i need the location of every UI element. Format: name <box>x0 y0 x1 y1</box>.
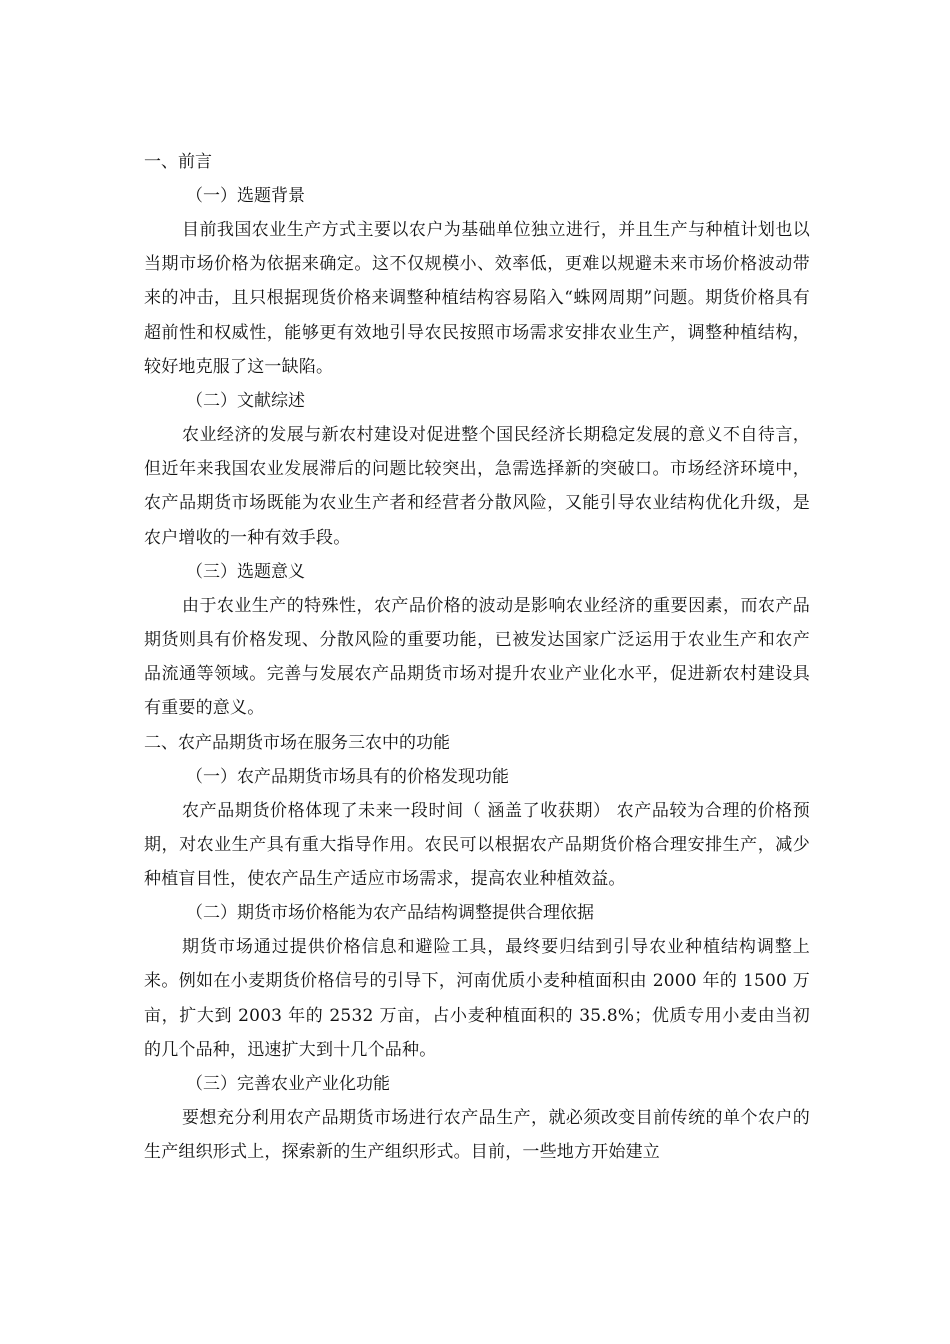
document-body <box>144 145 810 1169</box>
section-heading-preface: 一、前言 <box>144 152 212 172</box>
paragraph-price-discovery: 农产品期货价格体现了未来一段时间（ 涵盖了收获期） 农产品较为合理的价格预期，对农业生产具有重大指导作用。农民可以根据农产品期货价格合理安排生产，减少种植盲目性，使农产品生产适应市场需求，提高农业种植效益。 <box>144 800 810 890</box>
subsection-heading-significance: （三）选题意义 <box>186 561 305 582</box>
section-heading-functions: 二、农产品期货市场在服务三农中的功能 <box>144 732 450 753</box>
paragraph-structure-adjustment: 期货市场通过提供价格信息和避险工具，最终要归结到引导农业种植结构调整上来。例如在小麦期货价格信号的引导下，河南优质小麦种植面积由 2000 年的 1500 万亩，扩大到 2003 年的 2532 万亩，占小麦种植面积的 35.8%；优质专用小麦由当初的几个品种，迅速扩大到十几个品种。 <box>144 937 810 1060</box>
subsection-heading-background: （一）选题背景 <box>186 186 305 206</box>
subsection-heading-price-discovery: （一）农产品期货市场具有的价格发现功能 <box>186 766 509 787</box>
paragraph-background: 目前我国农业生产方式主要以农户为基础单位独立进行，并且生产与种植计划也以当期市场价格为依据来确定。这不仅规模小、效率低，更难以规避未来市场价格波动带来的冲击，且只根据现货价格来调整种植结构容易陷入“蛛网周期”问题。期货价格具有超前性和权威性，能够更有效地引导农民按照市场需求安排农业生产，调整种植结构，较好地克服了这一缺陷。 <box>144 220 810 377</box>
paragraph-literature-review: 农业经济的发展与新农村建设对促进整个国民经济长期稳定发展的意义不自待言，但近年来我国农业发展滞后的问题比较突出，急需选择新的突破口。市场经济环境中，农产品期货市场既能为农业生产者和经营者分散风险，又能引导农业结构优化升级，是农户增收的一种有效手段。 <box>144 425 810 548</box>
subsection-heading-industrialization: （三）完善农业产业化功能 <box>186 1074 390 1095</box>
subsection-heading-structure-adjustment: （二）期货市场价格能为农产品结构调整提供合理依据 <box>186 903 594 924</box>
paragraph-significance: 由于农业生产的特殊性，农产品价格的波动是影响农业经济的重要因素，而农产品期货则具有价格发现、分散风险的重要功能，已被发达国家广泛运用于农业生产和农产品流通等领域。完善与发展农产品期货市场对提升农业产业化水平，促进新农村建设具有重要的意义。 <box>144 595 810 719</box>
subsection-heading-literature-review: （二）文献综述 <box>186 391 305 412</box>
paragraph-industrialization: 要想充分利用农产品期货市场进行农产品生产，就必须改变目前传统的单个农户的生产组织形式上，探索新的生产组织形式。目前，一些地方开始建立 <box>144 1108 810 1163</box>
